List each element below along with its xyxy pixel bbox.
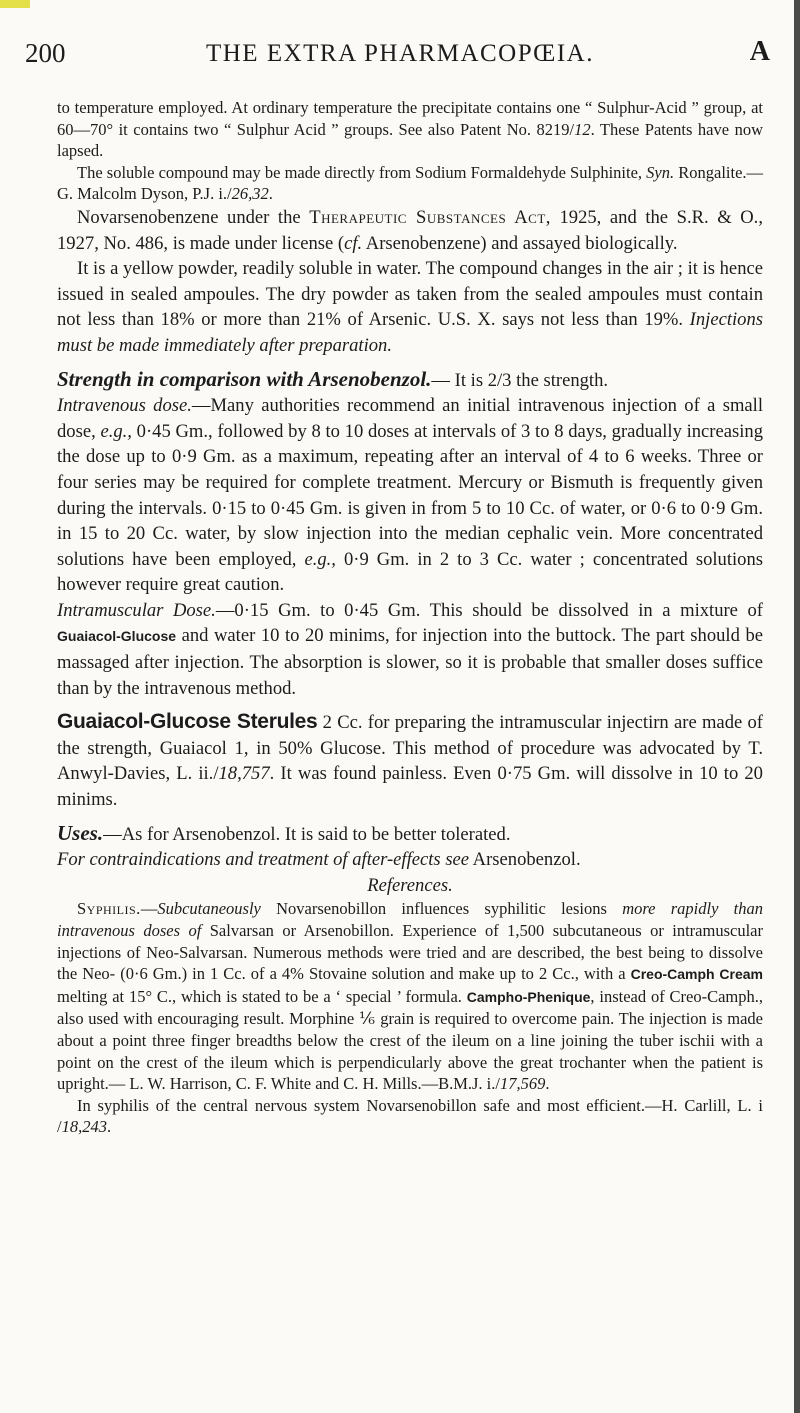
paragraph-uses: Uses.—As for Arsenobenzol. It is said to be better tolerated. — [57, 820, 511, 845]
page-body — [57, 97, 763, 1138]
paragraph-rongalite-note: The soluble compound may be made directly from Sodium Formaldehyde Sulphinite, Syn. Rongalite.—G. Malcolm Dyson, P.J. i./26,32. — [57, 162, 764, 204]
strength-heading: Strength in comparison with Arsenobenzol. — [57, 366, 432, 391]
references-heading: References. — [367, 874, 453, 896]
paragraph-intravenous-dose: Intravenous dose.—Many authorities recommend an initial intravenous injection of a small dose, e.g., 0·45 Gm., followed by 8 to 10 doses at intervals of 3 to 8 days, gradually increasing the dose up to 0·9 Gm. as a maximum, repeating after an interval of 4 to 6 weeks. Three or four series may be required for complete treatment. Mercury or Bismuth is frequently given during the intervals. 0·15 to 0·45 Gm. is given in from 5 to 10 Cc. of water, or 0·6 to 0·9 Gm. in 15 to 20 Cc. water, by slow injection into the median cephalic vein. More concentrated solutions have been employed, e.g., 0·9 Gm. in 2 to 3 Cc. water ; concentrated solutions however require great caution. — [57, 395, 764, 596]
page-edge-shadow — [794, 0, 800, 1413]
intramuscular-dose-label: Intramuscular Dose. — [57, 599, 216, 621]
paragraph-licensing: Novarsenobenzene under the Therapeutic Substances Act, 1925, and the S.R. & O., 1927, No. 486, is made under license (cf. Arsenobenzene) and assayed biologically. — [57, 206, 763, 254]
signature-mark: A — [749, 36, 770, 67]
paragraph-description: It is a yellow powder, readily soluble in water. The compound changes in the air ; it is hence issued in sealed ampoules. The dry powder as taken from the sealed ampoules must contain not less than 18% or more than 21% of Arsenic. U.S. X. says not less than 19%. Injections must be made immediately after preparation. — [57, 258, 763, 356]
guaiacol-sterules-heading: Guaiacol-Glucose Sterules — [57, 710, 318, 734]
intravenous-dose-label: Intravenous dose. — [57, 395, 192, 417]
running-header — [25, 38, 775, 78]
paragraph-cns-syphilis-reference: In syphilis of the central nervous system Novarsenobillon safe and most efficient.—H. Carlill, L. i /18,243. — [57, 1095, 763, 1137]
paragraph-contraindications: For contraindications and treatment of after-effects see Arsenobenzol. — [57, 849, 581, 871]
paragraph-intramuscular-dose: Intramuscular Dose.—0·15 Gm. to 0·45 Gm. This should be dissolved in a mixture of Guaiacol-Glucose and water 10 to 20 minims, for injection into the buttock. The part should be massaged after injection. The absorption is slower, so it is probable that smaller doses suffice than by the intravenous method. — [57, 599, 763, 699]
page-edge-mark — [0, 0, 30, 8]
paragraph-strength: Strength in comparison with Arsenobenzol.— It is 2/3 the strength. — [57, 366, 609, 391]
page-number: 200 — [25, 38, 66, 68]
paragraph-patent-note: to temperature employed. At ordinary temperature the precipitate contains one “ Sulphur-Acid ” group, at 60—70° it contains two “ Sulphur Acid ” groups. See also Patent No. 8219/12. These Patents have now lapsed. — [57, 98, 763, 161]
paragraph-syphilis-reference: Syphilis.—Subcutaneously Novarsenobillon influences syphilitic lesions more rapidly than intravenous doses of Salvarsan or Arsenobillon. Experience of 1,500 subcutaneous or intramuscular injections of Neo-Salvarsan. Numerous methods were tried and are described, the best being to dissolve the Neo- (0·6 Gm.) in 1 Cc. of a 4% Stovaine solution and make up to 2 Cc., with a Creo-Camph Cream melting at 15° C., which is stated to be a ‘ special ’ formula. Campho-Phenique, instead of Creo-Camph., also used with encouraging result. Morphine ⅙ grain is required to overcome pain. The injection is made about a point three finger breadths below the crest of the ileum on a line joining the tuber ischii with a point on the crest of the ileum which is perpendicularly above the great trochanter when the patient is upright.— L. W. Harrison, C. F. White and C. H. Mills.—B.M.J. i./17,569. — [57, 899, 763, 1094]
running-title: THE EXTRA PHARMACOPŒIA. — [205, 40, 594, 67]
uses-heading: Uses. — [57, 820, 104, 845]
paragraph-guaiacol-sterules: Guaiacol-Glucose Sterules 2 Cc. for preparing the intramuscular injectirn are made of the strength, Guaiacol 1, in 50% Glucose. This method of procedure was advocated by T. Anwyl-Davies, L. ii./18,757. It was found painless. Even 0·75 Gm. will dissolve in 10 to 20 minims. — [57, 710, 763, 811]
